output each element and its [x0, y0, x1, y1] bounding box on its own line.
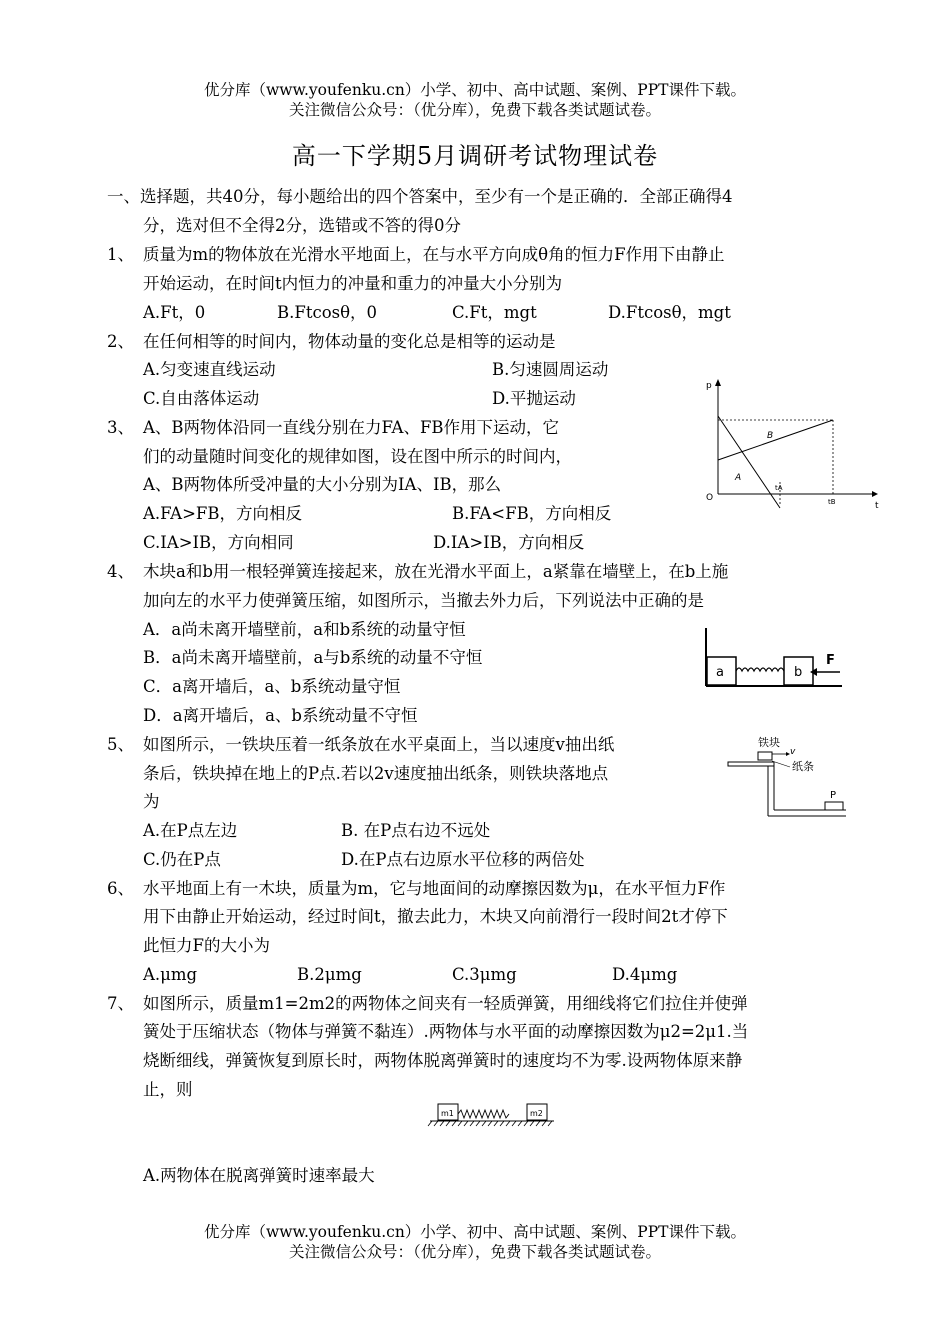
point-p-label: P: [830, 790, 837, 801]
q1-number: 1、: [107, 245, 134, 264]
graph-label-b: B: [767, 431, 774, 441]
q5-line-1: 如图所示，一铁块压着一纸条放在水平桌面上，当以速度v抽出纸: [143, 735, 615, 754]
q2-number: 2、: [107, 332, 134, 351]
graph-t-label: t: [875, 501, 879, 511]
q6-option-d: D.4μmg: [612, 965, 678, 984]
p-axis-arrow-icon: [715, 379, 721, 386]
q1-line-2: 开始运动，在时间t内恒力的冲量和重力的冲量大小分别为: [143, 274, 563, 293]
q3-option-d: D.IA>IB，方向相反: [433, 533, 585, 552]
footer-line-1: 优分库（www.youfenku.cn）小学、初中、高中试题、案例、PPT课件下载。: [203, 1223, 747, 1241]
graph-label-ta: tA: [775, 484, 783, 492]
block-a-label: a: [716, 665, 724, 680]
t-axis-arrow-icon: [872, 491, 878, 497]
block-b-label: b: [794, 665, 803, 680]
q5-table-figure: [722, 732, 852, 822]
q1-option-d: D.Ftcosθ，mgt: [608, 303, 731, 322]
q6-option-c: C.3μmg: [452, 965, 517, 984]
q4-line-1: 木块a和b用一根轻弹簧连接起来，放在光滑水平面上，a紧靠在墙壁上，在b上施: [143, 562, 729, 581]
graph-p-label: p: [706, 381, 712, 391]
footer-line-2: 关注微信公众号：（优分库），免费下载各类试题试卷。: [288, 1243, 661, 1261]
q4-option-d: D．a离开墙后，a、b系统动量不守恒: [143, 706, 418, 725]
q5-option-b: B. 在P点右边不远处: [341, 821, 491, 840]
q3-number: 3、: [107, 418, 134, 437]
iron-block: [758, 752, 772, 760]
header-line-1: 优分库（www.youfenku.cn）小学、初中、高中试题、案例、PPT课件下载。: [203, 81, 747, 99]
q4-spring-figure: [700, 624, 848, 696]
force-label: F: [826, 653, 835, 668]
velocity-label: v: [790, 747, 796, 757]
q7-number: 7、: [107, 994, 134, 1013]
section-line-2: 分，选对但不全得2分，选错或不答的得0分: [143, 216, 461, 235]
q7-line-3: 烧断细线，弹簧恢复到原长时，两物体脱离弹簧时的速度均不为零.设两物体原来静: [143, 1051, 743, 1070]
q6-line-2: 用下由静止开始运动，经过时间t，撤去此力，木块又向前滑行一段时间2t才停下: [143, 907, 728, 926]
q3-option-b: B.FA<FB，方向相反: [452, 504, 612, 523]
q3-line-1: A、B两物体沿同一直线分别在力FA、FB作用下运动，它: [143, 418, 560, 437]
q3-line-2: 们的动量随时间变化的规律如图，设在图中所示的时间内，: [143, 447, 572, 466]
q2-option-a: A.匀变速直线运动: [143, 360, 276, 379]
q5-line-3: 为: [143, 792, 160, 811]
q2-option-d: D.平抛运动: [492, 389, 576, 408]
q2-option-b: B.匀速圆周运动: [492, 360, 609, 379]
q5-line-2: 条后，铁块掉在地上的P点.若以2v速度抽出纸条，则铁块落地点: [143, 764, 609, 783]
q4-number: 4、: [107, 562, 134, 581]
paper-pointer: [772, 761, 790, 767]
ground-hatching: [428, 1121, 552, 1126]
q5-option-d: D.在P点右边原水平位移的两倍处: [341, 850, 585, 869]
q2-option-c: C.自由落体运动: [143, 389, 260, 408]
page-title: 高一下学期5月调研考试物理试卷: [291, 142, 659, 170]
iron-block-label: 铁块: [758, 736, 780, 749]
q7-line-2: 簧处于压缩状态（物体与弹簧不黏连）.两物体与水平面的动摩擦因数为μ2=2μ1.当: [143, 1022, 749, 1041]
q4-line-2: 加向左的水平力使弹簧压缩，如图所示，当撤去外力后，下列说法中正确的是: [143, 591, 704, 610]
q3-option-a: A.FA>FB，方向相反: [143, 504, 302, 523]
q3-line-3: A、B两物体所受冲量的大小分别为IA、IB，那么: [143, 475, 502, 494]
q4-option-a: A．a尚未离开墙壁前，a和b系统的动量守恒: [143, 620, 466, 639]
header-line-2: 关注微信公众号：（优分库），免费下载各类试题试卷。: [288, 101, 661, 119]
q6-number: 6、: [107, 879, 134, 898]
q7-line-1: 如图所示，质量m1=2m2的两物体之间夹有一轻质弹簧，用细线将它们拉住并使弹: [143, 994, 748, 1013]
graph-line-b: [718, 420, 833, 460]
graph-origin-label: O: [706, 493, 714, 503]
spring-icon: [736, 668, 784, 671]
q7-line-4: 止，则: [143, 1080, 193, 1099]
q1-option-b: B.Ftcosθ，0: [277, 303, 378, 322]
q5-number: 5、: [107, 735, 134, 754]
q3-momentum-graph: [700, 376, 880, 521]
graph-label-a: A: [735, 473, 742, 483]
q6-option-b: B.2μmg: [297, 965, 362, 984]
q4-option-c: C．a离开墙后，a、b系统动量守恒: [143, 677, 401, 696]
q2-line-1: 在任何相等的时间内，物体动量的变化总是相等的运动是: [143, 332, 556, 351]
q1-option-a: A.Ft，0: [143, 303, 206, 322]
paper-label: 纸条: [792, 760, 814, 773]
compressed-spring-icon: [458, 1110, 509, 1118]
table-top: [728, 762, 774, 766]
q5-option-a: A.在P点左边: [143, 821, 238, 840]
q6-option-a: A.μmg: [143, 965, 198, 984]
q6-line-3: 此恒力F的大小为: [143, 936, 270, 955]
q5-option-c: C.仍在P点: [143, 850, 221, 869]
q7-option-a: A.两物体在脱离弹簧时速率最大: [143, 1166, 375, 1185]
q3-option-c: C.IA>IB，方向相同: [143, 533, 294, 552]
block-m2-label: m2: [530, 1109, 543, 1118]
graph-label-tb: tB: [828, 498, 836, 506]
landing-block: [825, 802, 843, 810]
q1-line-1: 质量为m的物体放在光滑水平地面上，在与水平方向成θ角的恒力F作用下由静止: [143, 245, 725, 264]
q1-option-c: C.Ft，mgt: [452, 303, 537, 322]
q7-spring-figure: [426, 1100, 558, 1134]
q4-option-b: B．a尚未离开墙壁前，a与b系统的动量不守恒: [143, 648, 483, 667]
section-line-1: 一、选择题，共40分，每小题给出的四个答案中，至少有一个是正确的．全部正确得4: [107, 187, 733, 206]
q6-line-1: 水平地面上有一木块，质量为m，它与地面间的动摩擦因数为μ，在水平恒力F作: [143, 879, 726, 898]
block-m1-label: m1: [441, 1109, 454, 1118]
